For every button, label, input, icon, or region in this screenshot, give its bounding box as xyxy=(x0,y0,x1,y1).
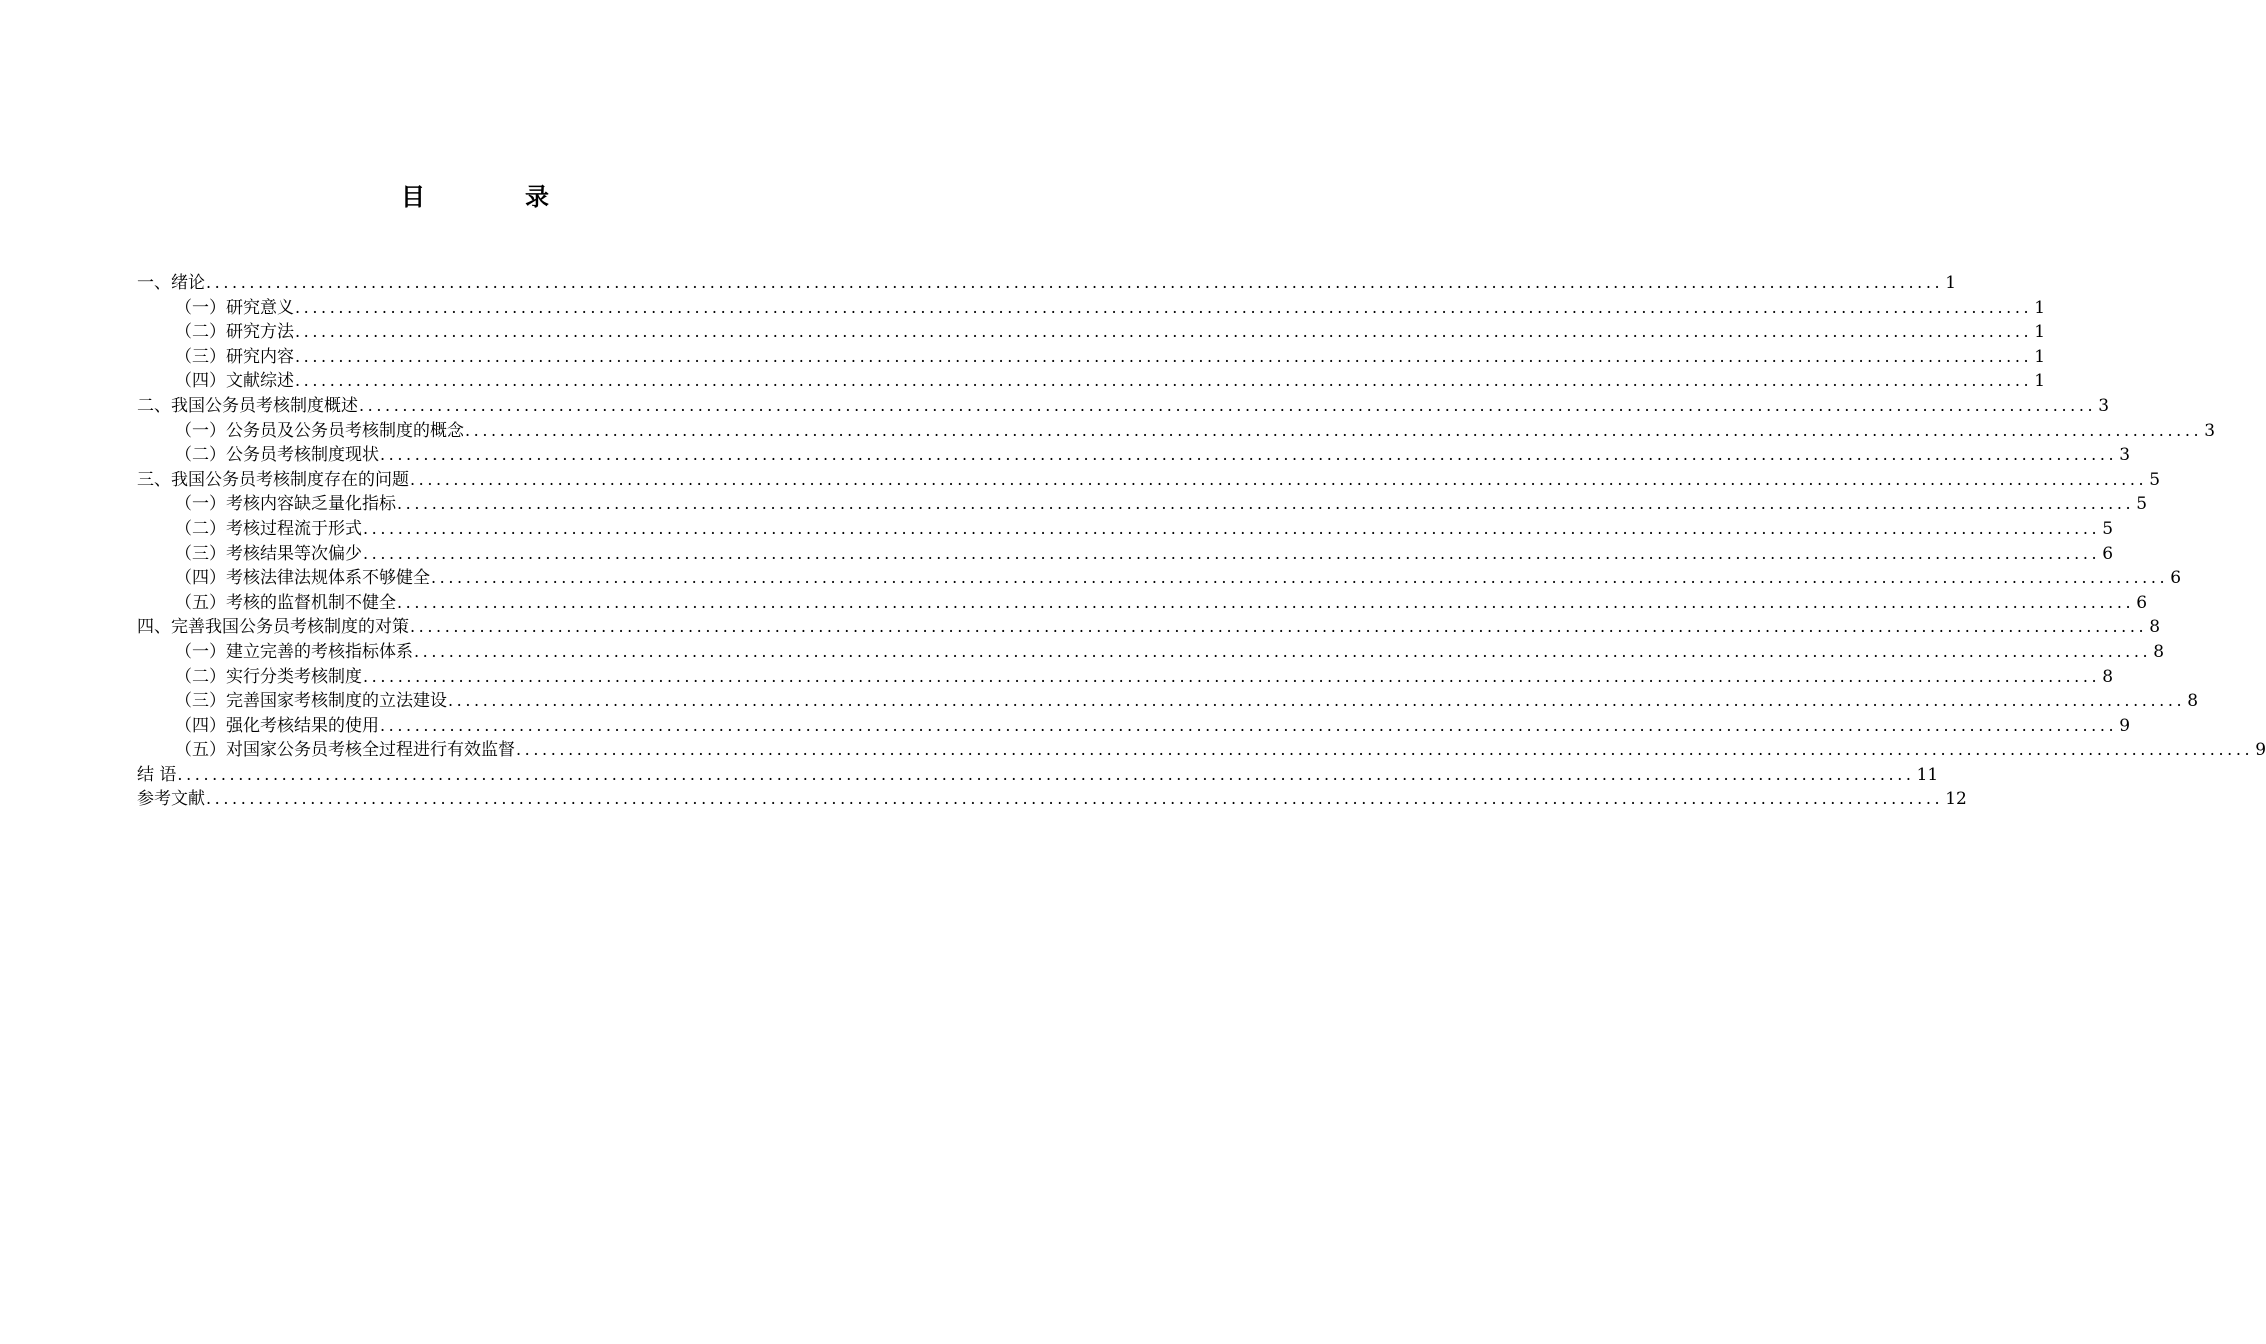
toc-entry-label: 结 语 xyxy=(137,764,177,785)
toc-page-number: 1 xyxy=(2034,371,2046,392)
toc-subsection-entry xyxy=(137,419,2216,444)
toc-entry-label: 参考文献 xyxy=(137,789,205,810)
toc-entry-label: 二、我国公务员考核制度概述 xyxy=(137,395,358,416)
toc-dot-leader: ........................................................................................................................................................................................................ xyxy=(516,740,2254,760)
toc-dot-leader: ........................................................................................................................................................................................................ xyxy=(363,666,2101,686)
toc-dot-leader: ........................................................................................................................................................................................................ xyxy=(177,764,1915,784)
toc-page-number: 1 xyxy=(2034,297,2046,318)
toc-dot-leader: ........................................................................................................................................................................................................ xyxy=(206,273,1944,292)
toc-entry-label: （二）考核过程流于形式 xyxy=(175,518,362,539)
toc-entry-label: 三、我国公务员考核制度存在的问题 xyxy=(137,469,409,490)
toc-page-number: 9 xyxy=(2119,715,2131,736)
toc-entry-label: （五）对国家公务员考核全过程进行有效监督 xyxy=(175,740,515,761)
toc-subsection-entry xyxy=(137,689,2199,714)
toc-entry-label: （四）强化考核结果的使用 xyxy=(175,715,379,736)
toc-subsection-entry xyxy=(137,345,2046,370)
toc-dot-leader: ........................................................................................................................................................................................................ xyxy=(295,371,2033,391)
toc-entry-label: （一）研究意义 xyxy=(175,297,294,318)
toc-page-number: 9 xyxy=(2255,740,2266,761)
toc-entry-label: （四）文献综述 xyxy=(175,371,294,392)
toc-page-number: 6 xyxy=(2170,568,2182,589)
toc-subsection-entry xyxy=(137,320,2046,345)
toc-section-entry xyxy=(137,615,2161,640)
toc-dot-leader: ........................................................................................................................................................................................................ xyxy=(397,592,2135,612)
toc-section-entry xyxy=(137,394,2110,419)
toc-page-number: 5 xyxy=(2102,518,2114,539)
toc-page-number: 6 xyxy=(2102,543,2114,564)
toc-subsection-entry xyxy=(137,443,2131,468)
toc-subsection-entry xyxy=(137,517,2114,542)
toc-page-number: 1 xyxy=(2034,346,2046,367)
toc-dot-leader: ........................................................................................................................................................................................................ xyxy=(465,420,2203,440)
toc-page-number: 8 xyxy=(2153,641,2165,662)
toc-subsection-entry xyxy=(137,542,2114,567)
toc-dot-leader: ........................................................................................................................................................................................................ xyxy=(295,297,2033,317)
toc-subsection-entry xyxy=(137,640,2165,665)
toc-page-number: 5 xyxy=(2136,494,2148,515)
toc-page-number: 1 xyxy=(2034,322,2046,343)
toc-page-number: 5 xyxy=(2149,469,2161,490)
toc-subsection-entry xyxy=(137,369,2046,394)
toc-entry-label: （一）考核内容缺乏量化指标 xyxy=(175,494,396,515)
toc-page-number: 8 xyxy=(2102,666,2114,687)
toc-title: 目 录 xyxy=(401,182,587,211)
toc-subsection-entry xyxy=(137,591,2148,616)
toc-subsection-entry xyxy=(137,492,2148,517)
toc-entry-label: 四、完善我国公务员考核制度的对策 xyxy=(137,617,409,638)
toc-section-entry xyxy=(137,763,1939,788)
toc-entry-label: （四）考核法律法规体系不够健全 xyxy=(175,568,430,589)
toc-section-entry xyxy=(137,271,1957,296)
toc-dot-leader: ........................................................................................................................................................................................................ xyxy=(397,494,2135,514)
toc-page-number: 8 xyxy=(2149,617,2161,638)
toc-dot-leader: ........................................................................................................................................................................................................ xyxy=(431,568,2169,588)
toc-subsection-entry xyxy=(137,665,2114,690)
toc-subsection-entry xyxy=(137,738,2266,763)
toc-page-number: 3 xyxy=(2204,420,2216,441)
toc-page-number: 11 xyxy=(1916,764,1939,785)
toc-dot-leader: ........................................................................................................................................................................................................ xyxy=(380,715,2118,735)
toc-dot-leader: ........................................................................................................................................................................................................ xyxy=(410,617,2148,637)
toc-entry-label: （五）考核的监督机制不健全 xyxy=(175,592,396,613)
toc-page-number: 8 xyxy=(2187,691,2199,712)
table-of-contents xyxy=(137,271,2266,812)
toc-subsection-entry xyxy=(137,296,2046,321)
toc-page-number: 3 xyxy=(2119,445,2131,466)
toc-dot-leader: ........................................................................................................................................................................................................ xyxy=(410,469,2148,489)
toc-page-number: 1 xyxy=(1945,273,1957,293)
toc-page-number: 12 xyxy=(1945,789,1967,810)
toc-entry-label: （三）研究内容 xyxy=(175,346,294,367)
toc-dot-leader: ........................................................................................................................................................................................................ xyxy=(363,518,2101,538)
toc-section-entry xyxy=(137,468,2161,493)
toc-dot-leader: ........................................................................................................................................................................................................ xyxy=(295,322,2033,342)
toc-dot-leader: ........................................................................................................................................................................................................ xyxy=(359,395,2097,415)
toc-section-entry xyxy=(137,787,1967,812)
toc-entry-label: 一、绪论 xyxy=(137,273,205,293)
toc-entry-label: （三）完善国家考核制度的立法建设 xyxy=(175,691,447,712)
toc-page-number: 3 xyxy=(2098,395,2110,416)
toc-entry-label: （二）实行分类考核制度 xyxy=(175,666,362,687)
toc-entry-label: （二）公务员考核制度现状 xyxy=(175,445,379,466)
toc-dot-leader: ........................................................................................................................................................................................................ xyxy=(206,789,1944,809)
toc-entry-label: （二）研究方法 xyxy=(175,322,294,343)
toc-subsection-entry xyxy=(137,714,2131,739)
toc-subsection-entry xyxy=(137,566,2182,591)
toc-dot-leader: ........................................................................................................................................................................................................ xyxy=(414,641,2152,661)
toc-dot-leader: ........................................................................................................................................................................................................ xyxy=(448,691,2186,711)
toc-entry-label: （三）考核结果等次偏少 xyxy=(175,543,362,564)
toc-dot-leader: ........................................................................................................................................................................................................ xyxy=(380,445,2118,465)
toc-entry-label: （一）建立完善的考核指标体系 xyxy=(175,641,413,662)
toc-entry-label: （一）公务员及公务员考核制度的概念 xyxy=(175,420,464,441)
toc-page-number: 6 xyxy=(2136,592,2148,613)
toc-dot-leader: ........................................................................................................................................................................................................ xyxy=(363,543,2101,563)
toc-dot-leader: ........................................................................................................................................................................................................ xyxy=(295,346,2033,366)
